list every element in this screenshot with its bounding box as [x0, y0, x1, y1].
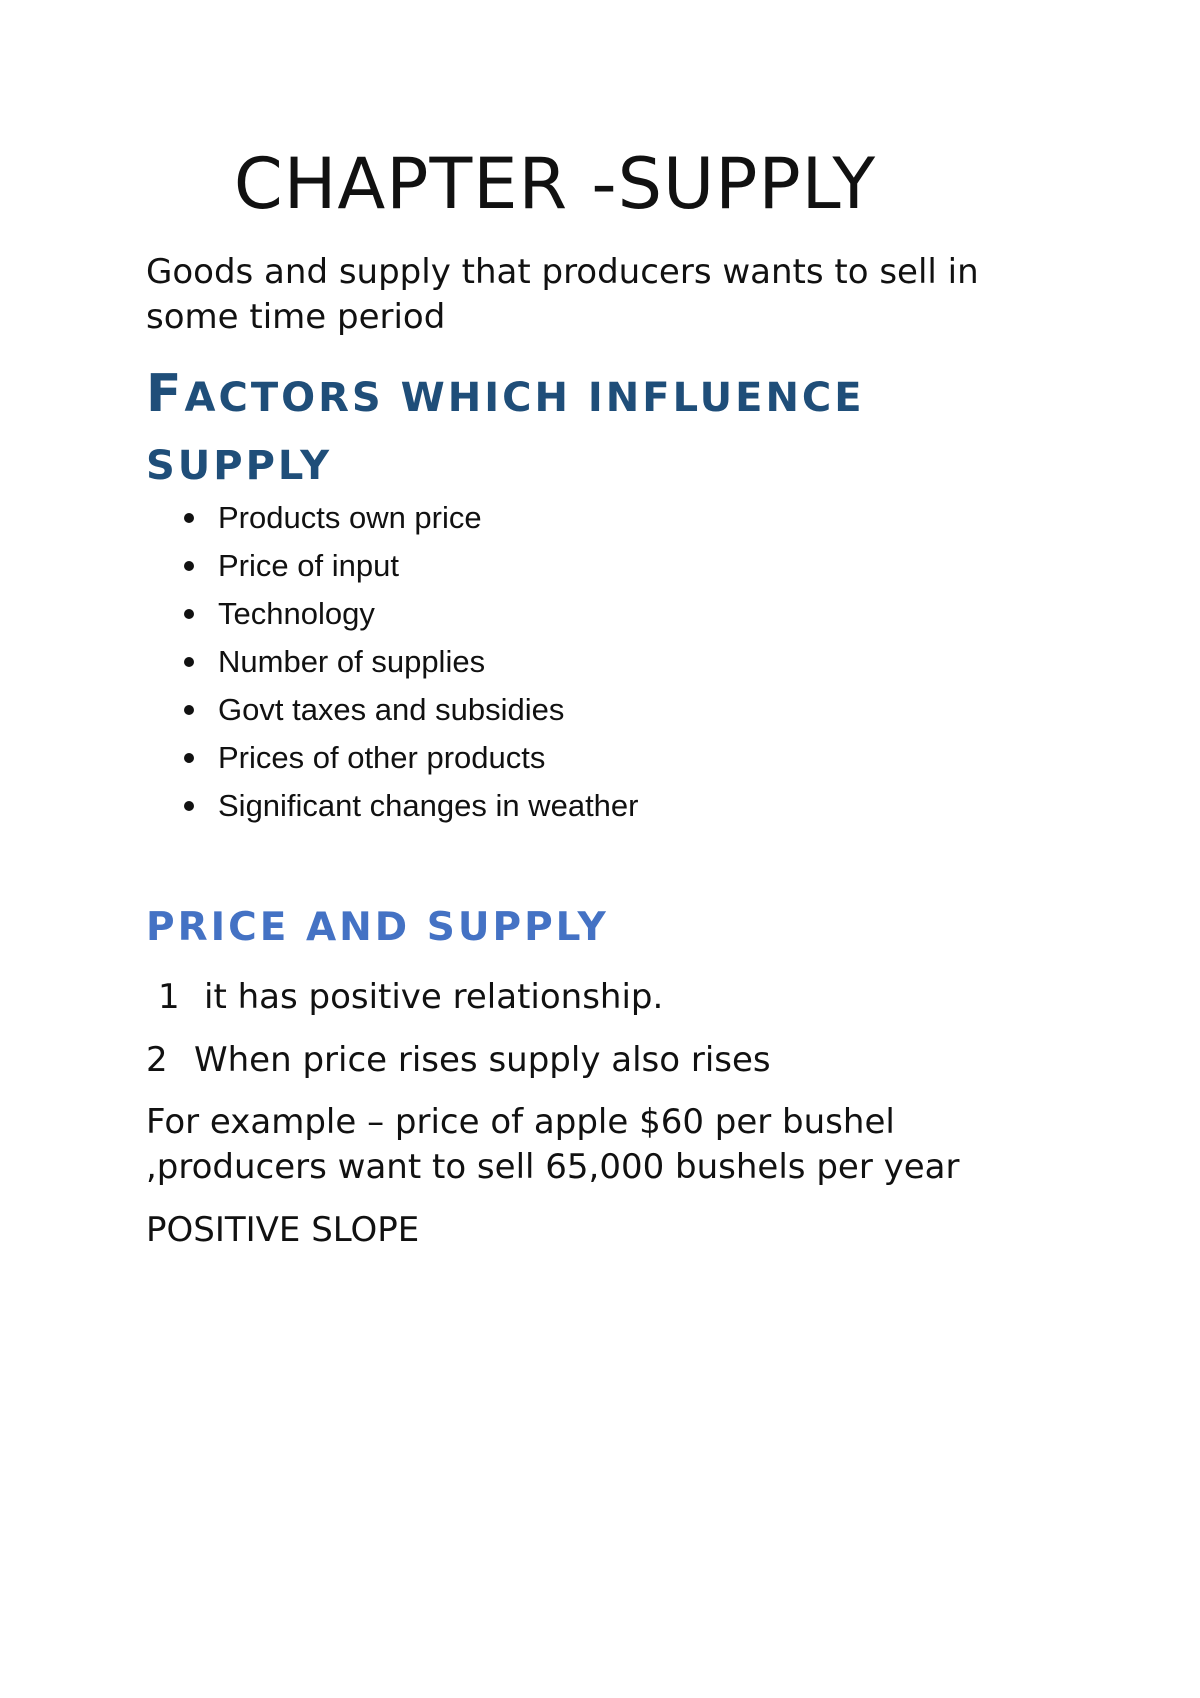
- page-title: [0, 142, 1200, 226]
- bullet-icon: [184, 561, 194, 571]
- bullet-icon: [184, 657, 194, 667]
- price-supply-heading: PRICE AND SUPPLY: [146, 905, 609, 950]
- factors-heading-initial: F: [146, 364, 185, 424]
- bullet-icon: [184, 753, 194, 763]
- list-item-text: Number of supplies: [218, 644, 486, 679]
- factors-heading-line1: ACTORS WHICH INFLUENCE: [184, 375, 865, 421]
- bullet-icon: [184, 801, 194, 811]
- list-item: [146, 734, 638, 782]
- list-item: [146, 638, 638, 686]
- factors-heading: [146, 360, 1046, 500]
- list-item: [146, 686, 638, 734]
- list-item: [146, 494, 638, 542]
- bullet-icon: [184, 609, 194, 619]
- list-item-text: Technology: [218, 596, 375, 631]
- list-item-text: Price of input: [218, 548, 399, 583]
- point-number: 2: [146, 1040, 168, 1080]
- intro-paragraph: Goods and supply that producers wants to sell in some time period: [146, 252, 979, 337]
- list-item-text: Govt taxes and subsidies: [218, 692, 565, 727]
- point-number: 1: [158, 977, 180, 1017]
- bullet-icon: [184, 705, 194, 715]
- list-item: [146, 590, 638, 638]
- positive-slope-label: POSITIVE SLOPE: [146, 1210, 420, 1250]
- list-item: [146, 542, 638, 590]
- point-text: it has positive relationship.: [204, 977, 664, 1017]
- point-text: When price rises supply also rises: [194, 1040, 771, 1080]
- numbered-point-1: [158, 975, 663, 1020]
- list-item-text: Prices of other products: [218, 740, 546, 775]
- factors-list: [146, 494, 638, 830]
- factors-heading-line2: SUPPLY: [146, 443, 333, 489]
- list-item-text: Products own price: [218, 500, 482, 535]
- page-title-text: CHAPTER -SUPPLY: [233, 143, 877, 225]
- list-item-text: Significant changes in weather: [218, 788, 639, 823]
- numbered-point-2: [146, 1038, 771, 1083]
- example-paragraph: For example – price of apple $60 per bushel ,producers want to sell 65,000 bushels per year: [146, 1102, 960, 1187]
- list-item: [146, 782, 638, 830]
- bullet-icon: [184, 513, 194, 523]
